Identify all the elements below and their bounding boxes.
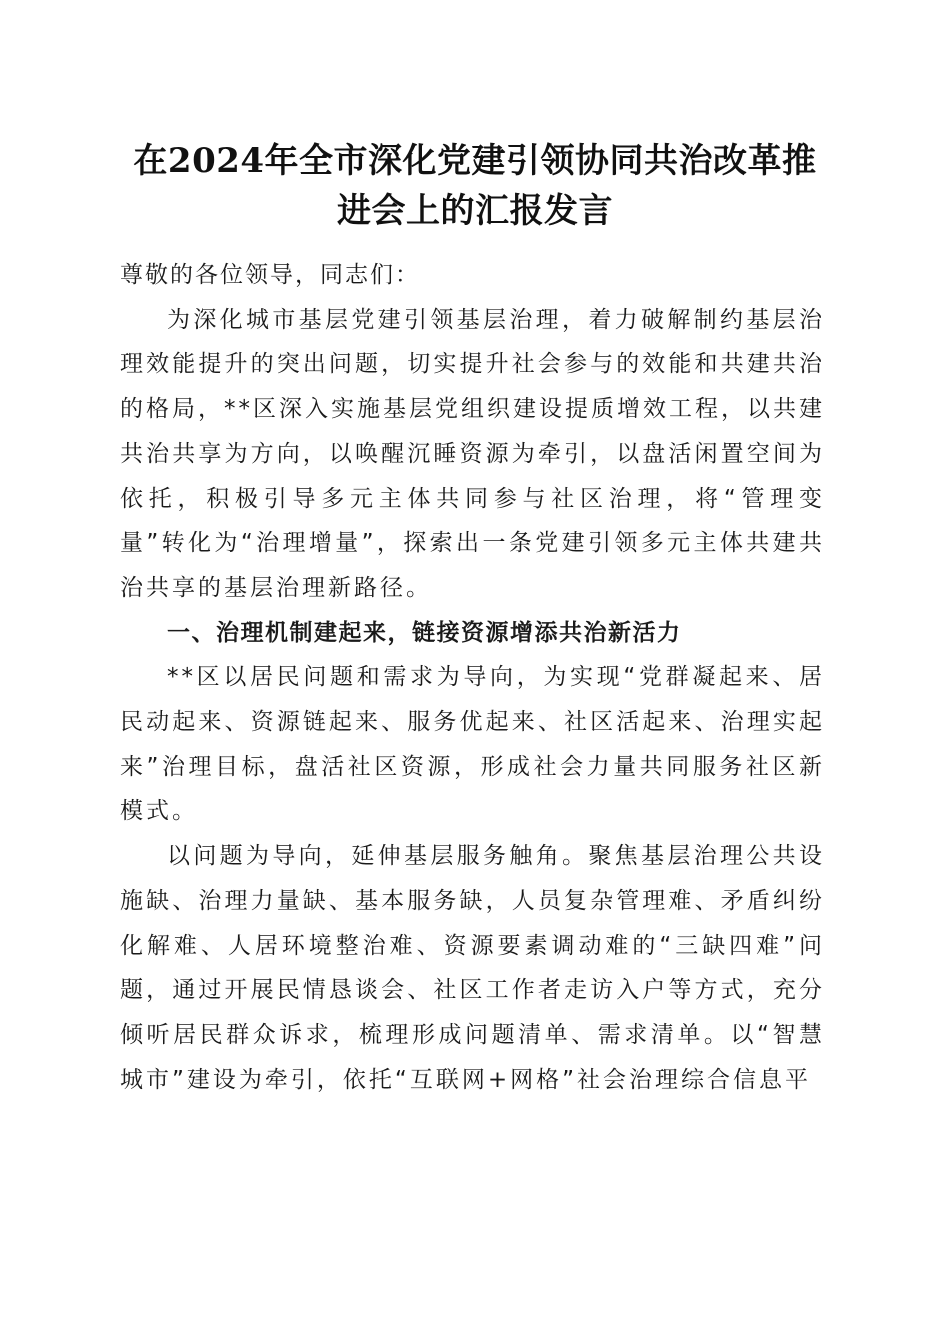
- document-body: [120, 253, 825, 1102]
- intro-paragraph: 为深化城市基层党建引领基层治理，着力破解制约基层治理效能提升的突出问题，切实提升社会参与的效能和共建共治的格局，**区深入实施基层党组织建设提质增效工程，以共建共治共享为方向，以唤醒沉睡资源为牵引，以盘活闲置空间为依托，积极引导多元主体共同参与社区治理，将“管理变量”转化为“治理增量”，探索出一条党建引领多元主体共建共治共享的基层治理新路径。: [120, 306, 825, 601]
- page-title: [100, 136, 850, 236]
- section-1-paragraph-2: 以问题为导向，延伸基层服务触角。聚焦基层治理公共设施缺、治理力量缺、基本服务缺，人员复杂管理难、矛盾纠纷化解难、人居环境整治难、资源要素调动难的“三缺四难”问题，通过开展民情恳谈会、社区工作者走访入户等方式，充分倾听居民群众诉求，梳理形成问题清单、需求清单。以“智慧城市”建设为牵引，依托“互联网+网格”社会治理综合信息平: [120, 843, 825, 1093]
- title-line-1: 在2024年全市深化党建引领协同共治改革推: [133, 141, 817, 181]
- section-heading-1: 一、治理机制建起来，链接资源增添共治新活力: [167, 619, 682, 646]
- section-1-paragraph-1: **区以居民问题和需求为导向，为实现“党群凝起来、居民动起来、资源链起来、服务优起来、社区活起来、治理实起来”治理目标，盘活社区资源，形成社会力量共同服务社区新模式。: [120, 664, 825, 825]
- title-line-2: 进会上的汇报发言: [337, 191, 613, 231]
- salutation: 尊敬的各位领导，同志们：: [120, 262, 420, 288]
